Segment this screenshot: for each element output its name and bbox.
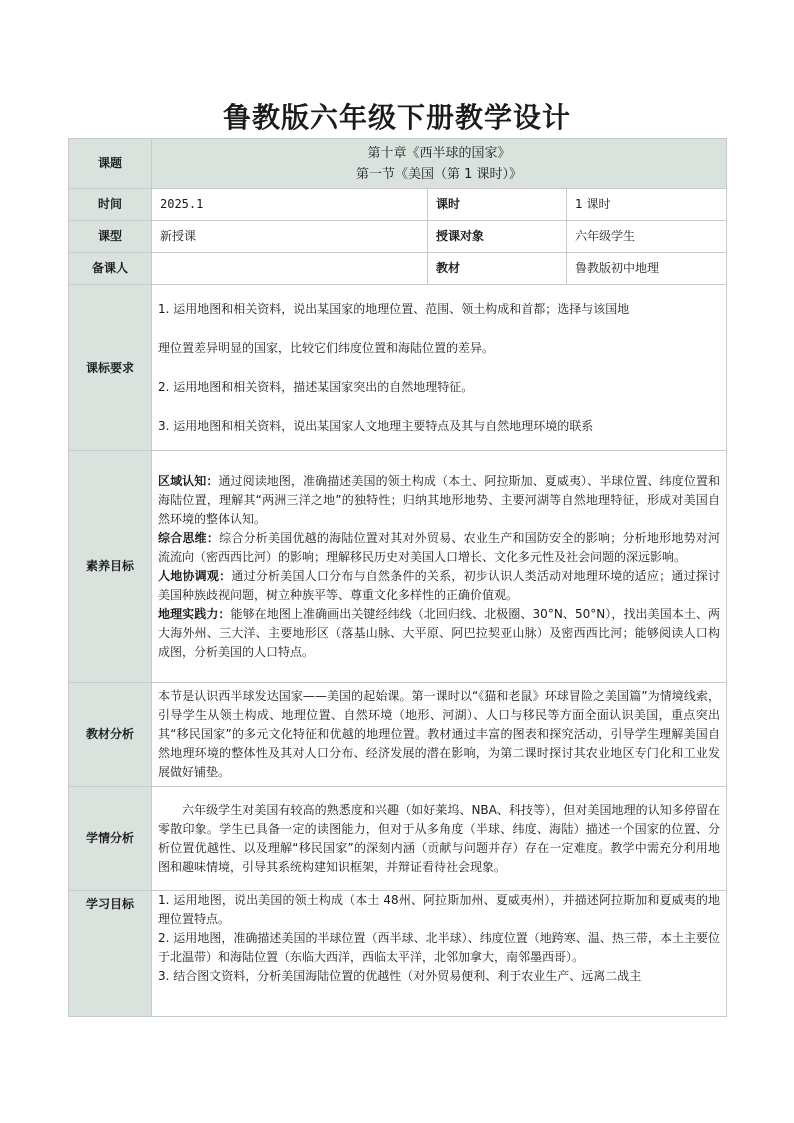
row-standards (69, 285, 727, 451)
literacy-key: 地理实践力： (158, 606, 231, 621)
literacy-key: 人地协调观： (158, 568, 232, 583)
preparer-label: 备课人 (69, 253, 152, 285)
student-analysis-text: 六年级学生对美国有较高的熟悉度和兴趣（如好莱坞、NBA、科技等），但对美国地理的认知多停留在零散印象。学生已具备一定的读图能力，但对于从多角度（半球、纬度、海陆）描述一个国家的位置、分析位置优越性、以及理解“移民国家”的深刻内涵（贡献与问题并存）存在一定难度。教学中需充分利用地图和趣味情境，引导其系统构建知识框架，并辩证看待社会现象。 (158, 802, 721, 874)
literacy-text: 通过阅读地图，准确描述美国的领土构成（本土、阿拉斯加、夏威夷）、半球位置、纬度位置和海陆位置，理解其“两洲三洋之地”的独特性；归纳其地形地势、主要河湖等自然地理特征，形成对美国自然环境的整体认知。 (158, 473, 721, 526)
material-analysis-content (152, 683, 727, 787)
student-analysis-label: 学情分析 (69, 787, 152, 891)
hours-label: 课时 (428, 189, 567, 221)
standards-item: 2. 运用地图和相关资料，描述某国家突出的自然地理特征。 (158, 379, 474, 394)
literacy-key: 区域认知： (158, 473, 219, 488)
learning-goal-item: 1. 运用地图，说出美国的领土构成（本土 48州、阿拉斯加州、夏威夷州），并描述阿拉斯加和夏威夷的地理位置特点。 (158, 893, 721, 926)
row-time (69, 189, 727, 221)
literacy-item (152, 567, 726, 605)
literacy-item (152, 472, 726, 529)
standards-item: 3. 运用地图和相关资料，说出某国家人文地理主要特点及其与自然地理环境的联系 (158, 418, 594, 433)
material-analysis-label: 教材分析 (69, 683, 152, 787)
target-label: 授课对象 (428, 221, 567, 253)
document-title: 鲁教版六年级下册教学设计 (222, 101, 571, 134)
standards-label: 课标要求 (69, 285, 152, 451)
preparer-value (152, 253, 428, 285)
topic-label: 课题 (69, 139, 152, 189)
learning-goal-item: 3. 结合图文资料，分析美国海陆位置的优越性（对外贸易便利、利于农业生产、远离二战主 (158, 969, 642, 983)
student-analysis-content (152, 787, 727, 891)
type-label: 课型 (69, 221, 152, 253)
standards-item: 1. 运用地图和相关资料，说出某国家的地理位置、范围、领土构成和首都；选择与该国地 (158, 301, 630, 316)
lesson-plan-table (68, 138, 727, 1017)
literacy-label: 素养目标 (69, 451, 152, 683)
time-label: 时间 (69, 189, 152, 221)
literacy-text: 综合分析美国优越的海陆位置对其对外贸易、农业生产和国防安全的影响；分析地形地势对河流流向（密西西比河）的影响；理解移民历史对美国人口增长、文化多元性及社会问题的深远影响。 (158, 530, 721, 564)
learning-goal-item: 2. 运用地图，准确描述美国的半球位置（西半球、北半球）、纬度位置（地跨寒、温、热三带，本土主要位于北温带）和海陆位置（东临大西洋，西临太平洋，北邻加拿大，南邻墨西哥）。 (158, 931, 721, 964)
target-value: 六年级学生 (567, 221, 727, 253)
material-label: 教材 (428, 253, 567, 285)
type-value: 新授课 (152, 221, 428, 253)
literacy-item (152, 529, 726, 567)
literacy-item (152, 605, 726, 662)
learning-goals-label: 学习目标 (69, 891, 152, 1017)
row-preparer (69, 253, 727, 285)
time-value: 2025.1 (152, 189, 428, 221)
literacy-content (152, 451, 727, 683)
hours-value: 1 课时 (567, 189, 727, 221)
row-topic (69, 139, 727, 189)
standards-content (152, 285, 727, 451)
topic-chapter: 第十章《西半球的国家》 (367, 145, 511, 161)
topic-section: 第一节《美国（第 1 课时）》 (355, 166, 523, 182)
literacy-text: 能够在地图上准确画出关键经纬线（北回归线、北极圈、30°N、50°N），找出美国本土、两大海外州、三大洋、主要地形区（落基山脉、大平原、阿巴拉契亚山脉）及密西西比河；能够阅读人口构成图，分析美国的人口特点。 (158, 606, 721, 659)
material-value: 鲁教版初中地理 (567, 253, 727, 285)
row-literacy (69, 451, 727, 683)
literacy-key: 综合思维： (158, 530, 220, 545)
topic-value (152, 139, 727, 189)
row-material-analysis (69, 683, 727, 787)
material-analysis-text: 本节是认识西半球发达国家——美国的起始课。第一课时以“《猫和老鼠》环球冒险之美国篇”为情境线索，引导学生从领土构成、地理位置、自然环境（地形、河湖）、人口与移民等方面全面认识美国，重点突出其“移民国家”的多元文化特征和优越的地理位置。教材通过丰富的图表和探究活动，引导学生理解美国自然地理环境的整体性及其对人口分布、经济发展的潜在影响，为第二课时探讨其农业地区专门化和工业发展做好铺垫。 (158, 689, 721, 779)
row-type (69, 221, 727, 253)
learning-goals-content (152, 891, 727, 1017)
row-student-analysis (69, 787, 727, 891)
literacy-text: 通过分析美国人口分布与自然条件的关系，初步认识人类活动对地理环境的适应；通过探讨美国种族歧视问题，树立种族平等、尊重文化多样性的正确价值观。 (158, 568, 721, 602)
standards-item: 理位置差异明显的国家，比较它们纬度位置和海陆位置的差异。 (158, 340, 495, 355)
row-learning-goals (69, 891, 727, 1017)
